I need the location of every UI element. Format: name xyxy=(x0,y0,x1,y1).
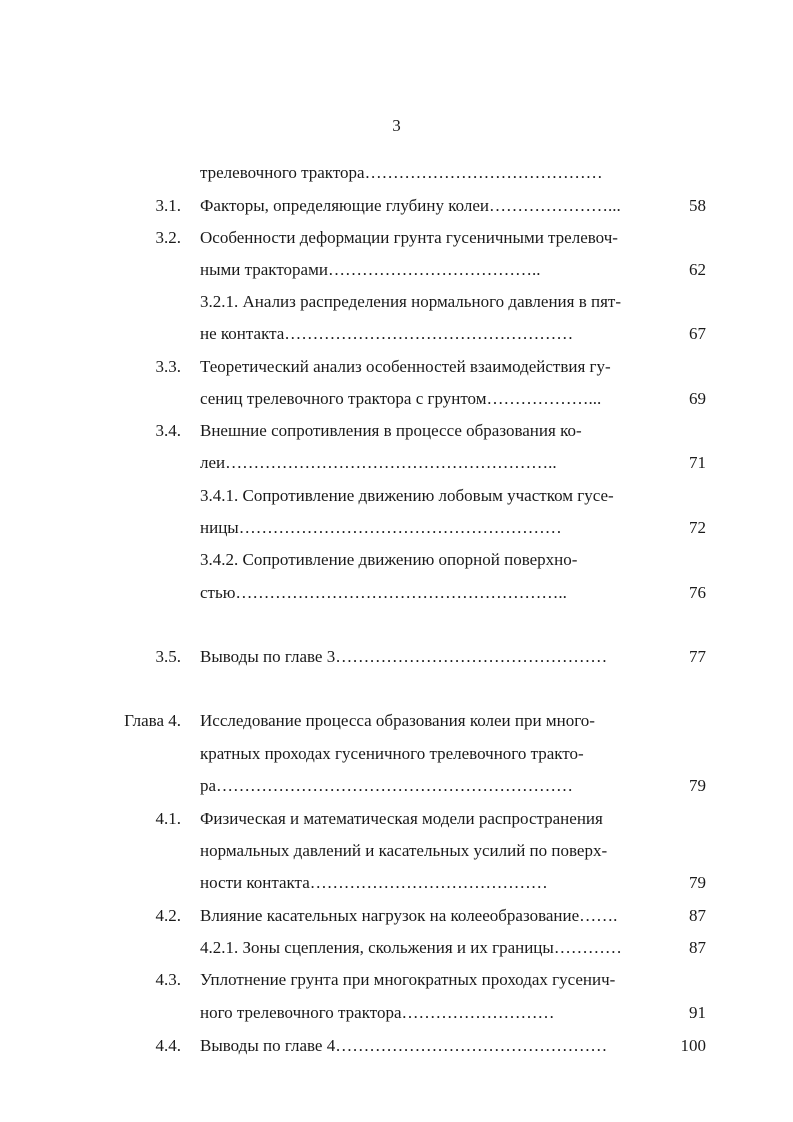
toc-page-number: 72 xyxy=(689,518,706,537)
toc-page-number: 67 xyxy=(689,324,706,343)
toc-entry-text: ности контакта…………………………………… xyxy=(200,873,548,892)
toc-line xyxy=(0,548,793,572)
toc-entry-text: Теоретический анализ особенностей взаимодействия гу- xyxy=(200,357,611,376)
toc-chapter-number: Глава 4. xyxy=(124,711,181,730)
toc-entry-text: ра……………………………………………………… xyxy=(200,776,574,795)
toc-entry-text: нормальных давлений и касательных усилий по поверх- xyxy=(200,841,608,860)
toc-line xyxy=(0,904,793,928)
toc-page-number: 76 xyxy=(689,583,706,602)
toc-entry-text: ного трелевочного трактора……………………… xyxy=(200,1003,555,1022)
toc-line xyxy=(0,322,793,346)
toc-page-number: 71 xyxy=(689,453,706,472)
toc-entry-text: сениц трелевочного трактора с грунтом………………... xyxy=(200,389,602,408)
toc-line xyxy=(0,807,793,831)
toc-entry-text: 3.4.1. Сопротивление движению лобовым участком гусе- xyxy=(200,486,614,505)
toc-entry-text: 3.2.1. Анализ распределения нормального давления в пят- xyxy=(200,292,621,311)
toc-page-number: 69 xyxy=(689,389,706,408)
page-number: 3 xyxy=(392,116,401,135)
toc-line xyxy=(0,742,793,766)
toc-entry-text: Уплотнение грунта при многократных проходах гусенич- xyxy=(200,970,616,989)
toc-entry-text: ницы………………………………………………… xyxy=(200,518,562,537)
toc-page-number: 77 xyxy=(689,647,706,666)
toc-line xyxy=(0,451,793,475)
toc-line xyxy=(0,226,793,250)
toc-page-number: 100 xyxy=(680,1036,706,1055)
toc-section-number: 4.1. xyxy=(155,809,181,828)
toc-line xyxy=(0,774,793,798)
toc-entry-text: леи………………………………………………….. xyxy=(200,453,557,472)
toc-entry-text: Выводы по главе 4………………………………………… xyxy=(200,1036,608,1055)
toc-entry-text: Особенности деформации грунта гусеничными трелевоч- xyxy=(200,228,618,247)
toc-entry-text: не контакта…………………………………………… xyxy=(200,324,574,343)
toc-line xyxy=(0,161,793,185)
toc-section-number: 3.2. xyxy=(155,228,181,247)
toc-section-number: 3.3. xyxy=(155,357,181,376)
toc-page-number: 79 xyxy=(689,776,706,795)
toc-section-number: 4.2. xyxy=(155,906,181,925)
toc-section-number: 3.5. xyxy=(155,647,181,666)
toc-line xyxy=(0,968,793,992)
toc-page-number: 79 xyxy=(689,873,706,892)
toc-section-number: 4.3. xyxy=(155,970,181,989)
toc-page-number: 87 xyxy=(689,906,706,925)
toc-page-number: 62 xyxy=(689,260,706,279)
toc-entry-text: Исследование процесса образования колеи при много- xyxy=(200,711,595,730)
toc-line xyxy=(0,839,793,863)
toc-entry-text: Факторы, определяющие глубину колеи…………………... xyxy=(200,196,621,215)
toc-page-number: 91 xyxy=(689,1003,706,1022)
toc-section-number: 4.4. xyxy=(155,1036,181,1055)
toc-line xyxy=(0,258,793,282)
toc-entry-text: Влияние касательных нагрузок на колееобразование……. xyxy=(200,906,618,925)
toc-page-number: 58 xyxy=(689,196,706,215)
toc-line xyxy=(0,516,793,540)
toc-line xyxy=(0,871,793,895)
toc-entry-text: кратных проходах гусеничного трелевочного тракто- xyxy=(200,744,584,763)
toc-entry-text: 3.4.2. Сопротивление движению опорной поверхно- xyxy=(200,550,578,569)
toc-line xyxy=(0,355,793,379)
toc-line xyxy=(0,1001,793,1025)
toc-line xyxy=(0,387,793,411)
toc-line xyxy=(0,936,793,960)
toc-line xyxy=(0,194,793,218)
toc-line xyxy=(0,419,793,443)
toc-entry-text: Выводы по главе 3………………………………………… xyxy=(200,647,608,666)
toc-page-number: 87 xyxy=(689,938,706,957)
toc-line xyxy=(0,484,793,508)
toc-entry-text: Физическая и математическая модели распространения xyxy=(200,809,603,828)
toc-section-number: 3.4. xyxy=(155,421,181,440)
toc-line xyxy=(0,709,793,733)
toc-entry-text: трелевочного трактора…………………………………… xyxy=(200,163,603,182)
toc-entry-text: 4.2.1. Зоны сцепления, скольжения и их границы………… xyxy=(200,938,622,957)
toc-line xyxy=(0,1034,793,1058)
toc-entry-text: Внешние сопротивления в процессе образования ко- xyxy=(200,421,582,440)
toc-section-number: 3.1. xyxy=(155,196,181,215)
toc-line xyxy=(0,290,793,314)
toc-entry-text: ными тракторами……………………………….. xyxy=(200,260,541,279)
toc-entry-text: стью………………………………………………….. xyxy=(200,583,567,602)
toc-line xyxy=(0,645,793,669)
toc-line xyxy=(0,581,793,605)
